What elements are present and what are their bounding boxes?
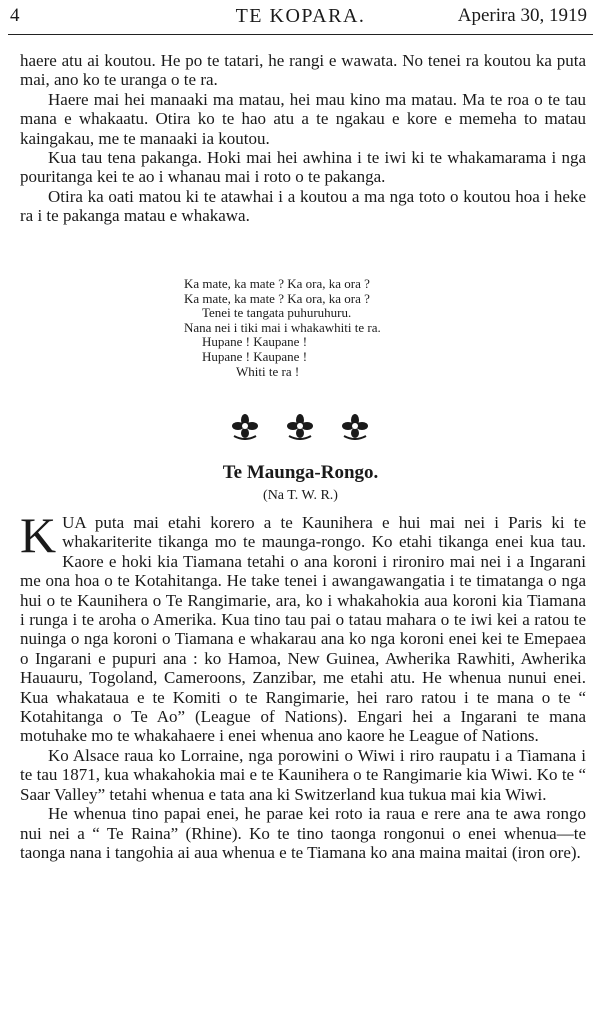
verse-line: Hupane ! Kaupane ! (202, 348, 308, 364)
paragraph: Otira ka oati matou ki te atawhai i a koutou a ma nga toto o koutou hoa i heke ra i te pakanga matau e whakawa. (20, 186, 586, 226)
article-byline: (Na T. W. R.) (263, 488, 338, 503)
publication-title: TE KOPARA. (235, 5, 366, 27)
issue-date: Aperira 30, 1919 (457, 5, 587, 26)
article-body (20, 507, 586, 862)
ornament-divider (230, 412, 370, 440)
section-a-text (20, 51, 586, 226)
paragraph (20, 507, 586, 746)
fleuron-icon (230, 412, 260, 440)
fleuron-icon (340, 412, 370, 440)
verse-line: Hupane ! Kaupane ! (202, 334, 308, 350)
article-title: Te Maunga-Rongo. (222, 462, 379, 483)
header-rule (8, 34, 593, 35)
verse-line: Ka mate, ka mate ? Ka ora, ka ora ? (184, 276, 370, 291)
paragraph: Kua tau tena pakanga. Hoki mai hei awhina i te iwi ki te whakamarama i nga pouritanga kei te ao i whanau mai i roto o te pakanga. (20, 148, 586, 187)
paragraph-text: UA puta mai etahi korero a te Kaunihera e hui mai nei i Paris ki te whakariterite tikanga mo te maunga-rongo. Ko etahi tikanga enei kua tau. Kaore e hoki kia Tiamana tetahi o ana koroni i rironiro mai nei i a Ingarani me ona hoa o te Kotahitanga. He take tenei i awangawangatia i te timatanga o nga hui o te Kaunihera o Te Rangimarie, ara, ko i whakahokia aua koroni kia Tiamana i runga i te aroha o Amerika. Kua tino tau pai o tatau mahara o te iwi kei a ratou te nuinga o nga koroni o Tiamana e whakarau ana ko nga koroni enei kei te Emepaea o Ingarani e pupuri ana : ko Hamoa, New Guinea, Awherika Rawhiti, Awherika Hauauru, Togoland, Cameroons, Zanzibar, me etahi atu. He whenua nunui enei. Kua whakataua e te Komiti o te Rangimarie, hei raro ratou i te mana o te “ Kotahitanga o Te Ao” (League of Nations). Engari hei a Ingarani te mana motuhake mo te whakahaere i enei whenua ano kaore he League of Nations. (20, 513, 586, 746)
paragraph: haere atu ai koutou. He po te tatari, he rangi e wawata. No tenei ra koutou ka puta mai, ano ko te uranga o te ra. (20, 51, 586, 90)
drop-cap: K (20, 507, 57, 563)
paragraph: Ko Alsace raua ko Lorraine, nga porowini o Wiwi i riro raupatu i a Tiamana i te tau 1871, kua whakahokia mai e te Kaunihera o te Rangimarie kia Wiwi. Ko te “ Saar Valley” tetahi whenua e tata ana ki Switzerland kua tukua mai kia Wiwi. (20, 745, 586, 804)
page-number: 4 (10, 5, 20, 26)
page-header (8, 3, 593, 33)
paragraph: He whenua tino papai enei, he parae kei roto ia raua e rere ana te awa rongo nui nei a “ Te Raina” (Rhine). Ko te tino taonga rongonui o enei whenua—te taonga nana i tangohia ai aua whenua e te Tiamana ko ana maina maitai (iron ore). (20, 804, 586, 862)
haka-verse (184, 277, 381, 379)
verse-line: Whiti te ra ! (236, 363, 300, 379)
fleuron-icon (285, 412, 315, 440)
verse-line: Ka mate, ka mate ? Ka ora, ka ora ? (184, 290, 370, 306)
paragraph: Haere mai hei manaaki ma matau, hei mau kino ma matau. Ma te roa o te tau mana e whakaatu. Otira ko te hao atu a te ngakau e kore e memeha to matau kaingakau, me te manaaki ia koutou. (20, 89, 586, 148)
verse-line: Nana nei i tiki mai i whakawhiti te ra. (184, 319, 381, 335)
verse-line: Tenei te tangata puhuruhuru. (202, 305, 352, 321)
